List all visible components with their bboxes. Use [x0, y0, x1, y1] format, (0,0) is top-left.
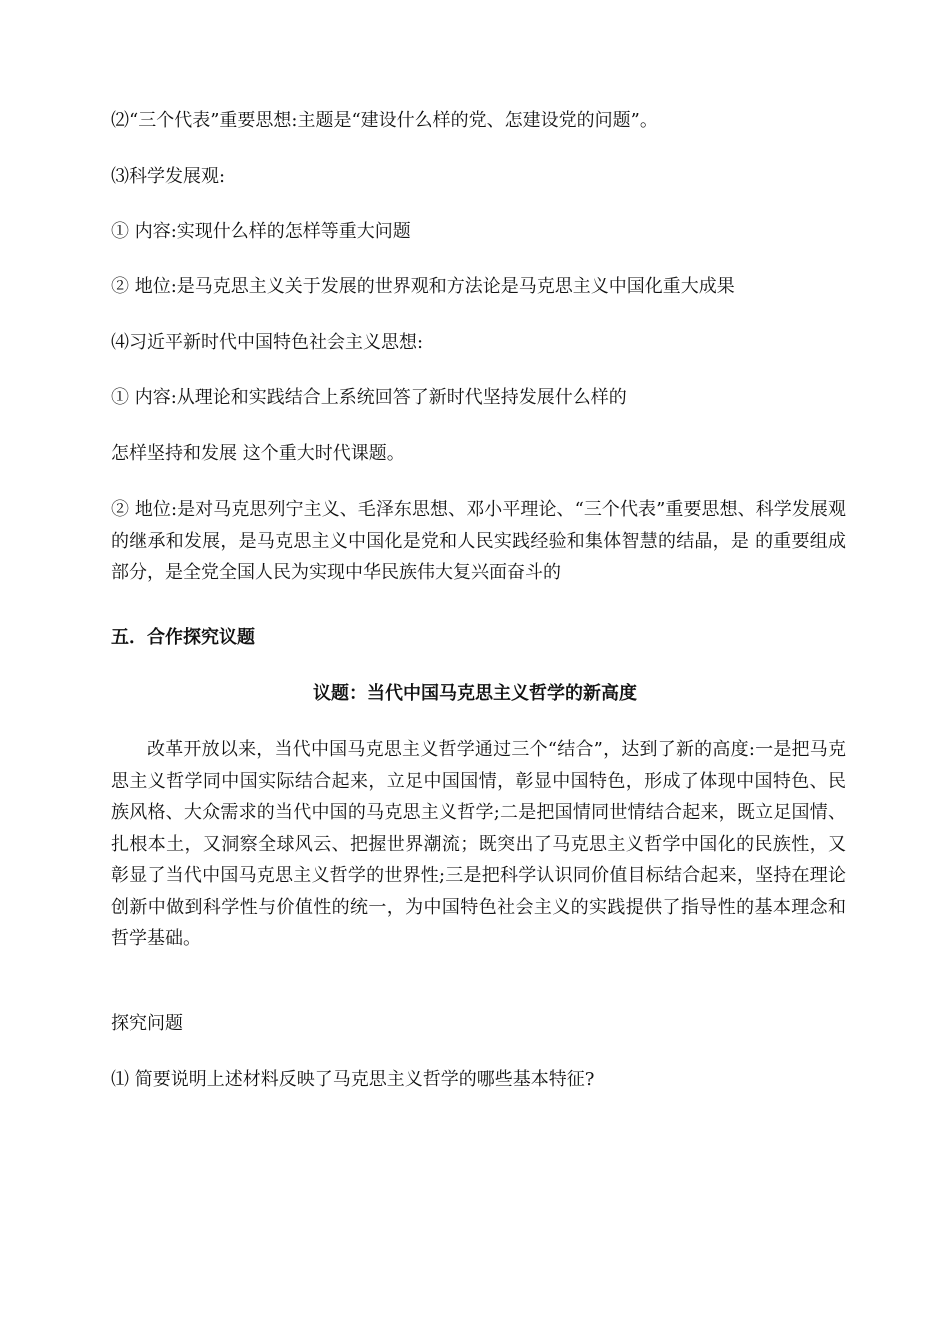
text-line: ① 内容:实现什么样的怎样等重大问题: [111, 221, 411, 242]
text-line: ⑵“三个代表”重要思想:主题是“建设什么样的党、怎建设党的问题”。: [111, 110, 658, 131]
question-item: ⑴ 简要说明上述材料反映了马克思主义哲学的哪些基本特征?: [111, 1069, 595, 1090]
material-paragraph: 改革开放以来，当代中国马克思主义哲学通过三个“结合”，达到了新的高度:一是把马克思主义哲学同中国实际结合起来，立足中国国情，彰显中国特色，形成了体现中国特色、民族风格、大众需求的当代中国的马克思主义哲学;二是把国情同世情结合起来，既立足国情、扎根本土，又洞察全球风云、把握世界潮流；既突出了马克思主义哲学中国化的民族性，又彰显了当代中国马克思主义哲学的世界性;三是把科学认识同价值目标结合起来，坚持在理论创新中做到科学性与价值性的统一，为中国特色社会主义的实践提供了指导性的基本理念和哲学基础。: [111, 739, 846, 949]
text-line: ⑷习近平新时代中国特色社会主义思想:: [111, 332, 424, 353]
text-line: 怎样坚持和发展 这个重大时代课题。: [111, 443, 405, 464]
text-line: ② 地位:是马克思主义关于发展的世界观和方法论是马克思主义中国化重大成果: [111, 276, 735, 297]
question-label: 探究问题: [111, 1013, 183, 1034]
text-line: ① 内容:从理论和实践结合上系统回答了新时代坚持发展什么样的: [111, 387, 627, 408]
text-line: ⑶科学发展观:: [111, 166, 226, 187]
section-heading: 五．合作探究议题: [111, 627, 255, 648]
text-paragraph: ② 地位:是对马克思列宁主义、毛泽东思想、邓小平理论、“三个代表”重要思想、科学发展观的继承和发展，是马克思主义中国化是党和人民实践经验和集体智慧的结晶，是 的重要组成部分，是全党全国人民为实现中华民族伟大复兴面奋斗的: [111, 499, 846, 583]
topic-title: 议题：当代中国马克思主义哲学的新高度: [313, 683, 637, 704]
